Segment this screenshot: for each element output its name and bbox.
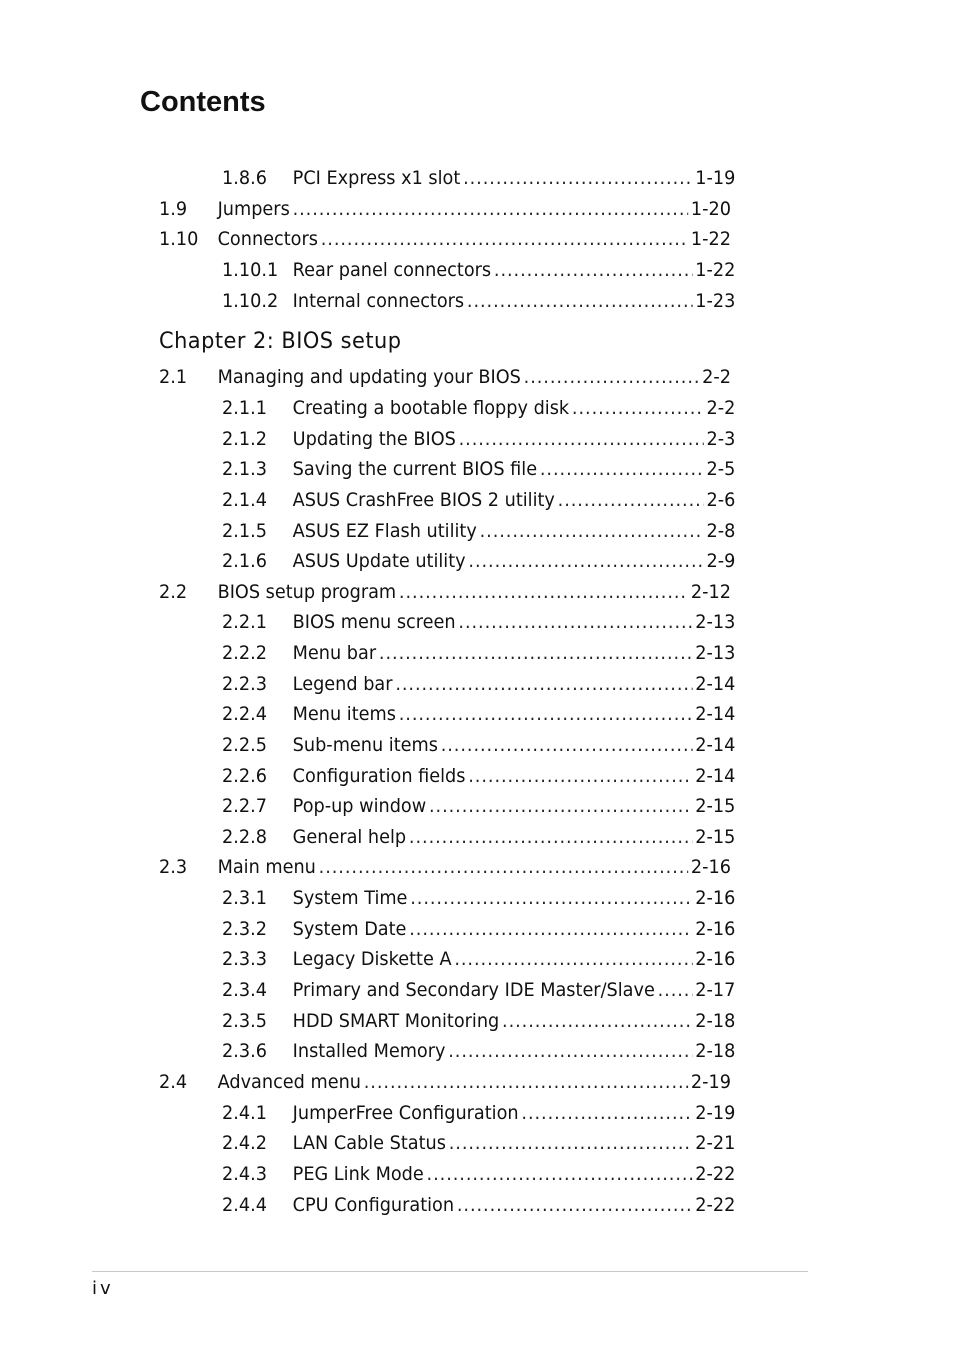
- toc-entry-label: Menu items: [292, 703, 396, 725]
- dot-leader: [319, 852, 688, 882]
- toc-entry-page: 2-3: [706, 428, 736, 450]
- toc-entry[interactable]: [222, 699, 735, 729]
- toc-entry-page: 2-12: [690, 581, 731, 603]
- toc-entry-label: BIOS setup program: [217, 581, 397, 603]
- toc-entry[interactable]: [159, 194, 731, 224]
- toc-entry-page: 2-9: [706, 550, 736, 572]
- toc-entry-label: Rear panel connectors: [292, 259, 492, 281]
- toc-entry-label: Connectors: [217, 228, 318, 250]
- toc-entry-label: Configuration fields: [292, 765, 466, 787]
- toc-entry-label: Updating the BIOS: [292, 428, 456, 450]
- toc-entry-number: 2.4.4: [222, 1194, 267, 1216]
- toc-entry-page: 2-14: [695, 673, 736, 695]
- toc-entry-number: 2.3.5: [222, 1010, 267, 1032]
- toc-entry-label: System Time: [292, 887, 408, 909]
- toc-entry[interactable]: [222, 822, 735, 852]
- toc-entry[interactable]: [222, 791, 735, 821]
- toc-entry[interactable]: [222, 638, 735, 668]
- dot-leader: [410, 883, 692, 913]
- toc-entry-page: 2-14: [695, 765, 736, 787]
- toc-entry-label: Menu bar: [292, 642, 377, 664]
- toc-entry-number: 2.2.1: [222, 611, 267, 633]
- toc-entry[interactable]: [159, 577, 731, 607]
- toc-entry-label: General help: [292, 826, 407, 848]
- toc-entry-label: CPU Configuration: [292, 1194, 455, 1216]
- dot-leader: [448, 1036, 692, 1066]
- toc-entry-page: 2-18: [695, 1010, 736, 1032]
- toc-entry[interactable]: [222, 1159, 735, 1189]
- toc-entry-label: Pop-up window: [292, 795, 427, 817]
- toc-entry[interactable]: [222, 393, 735, 423]
- toc-entry-number: 2.3.4: [222, 979, 267, 1001]
- toc-entry-label: Creating a bootable floppy disk: [292, 397, 570, 419]
- footer-divider: [92, 1271, 808, 1272]
- toc-entry-page: 2-22: [695, 1194, 736, 1216]
- toc-entry[interactable]: [222, 1006, 735, 1036]
- toc-entry[interactable]: [159, 1067, 731, 1097]
- dot-leader: [459, 424, 704, 454]
- toc-entry-number: 2.1.6: [222, 550, 267, 572]
- toc-entry-page: 2-17: [695, 979, 736, 1001]
- toc-entry[interactable]: [222, 255, 735, 285]
- dot-leader: [502, 1006, 692, 1036]
- page-title: Contents: [140, 86, 266, 118]
- dot-leader: [321, 224, 688, 254]
- dot-leader: [293, 194, 688, 224]
- toc-entry-page: 2-8: [706, 520, 736, 542]
- toc-entry-page: 1-19: [695, 167, 736, 189]
- toc-entry-page: 2-21: [695, 1132, 736, 1154]
- toc-entry-page: 2-15: [695, 826, 736, 848]
- dot-leader: [480, 516, 704, 546]
- toc-entry[interactable]: [222, 944, 735, 974]
- toc-entry-number: 2.4.2: [222, 1132, 267, 1154]
- toc-entry-page: 2-14: [695, 703, 736, 725]
- toc-entry-page: 1-22: [695, 259, 736, 281]
- toc-entry-label: PEG Link Mode: [292, 1163, 424, 1185]
- dot-leader: [409, 914, 692, 944]
- dot-leader: [379, 638, 693, 668]
- dot-leader: [457, 1190, 693, 1220]
- dot-leader: [521, 1098, 692, 1128]
- toc-entry[interactable]: [222, 546, 735, 576]
- toc-entry-page: 2-2: [702, 366, 731, 388]
- dot-leader: [558, 485, 704, 515]
- toc-entry-number: 2.1.5: [222, 520, 267, 542]
- toc-entry-label: Legacy Diskette A: [292, 948, 452, 970]
- dot-leader: [449, 1128, 693, 1158]
- toc-entry-number: 2.1.3: [222, 458, 267, 480]
- dot-leader: [467, 286, 693, 316]
- toc-entry-number: 2.1.4: [222, 489, 267, 511]
- toc-entry-label: ASUS CrashFree BIOS 2 utility: [292, 489, 555, 511]
- toc-entry-label: Advanced menu: [217, 1071, 361, 1093]
- dot-leader: [572, 393, 704, 423]
- toc-entry-number: 2.1.2: [222, 428, 267, 450]
- dot-leader: [399, 699, 693, 729]
- dot-leader: [463, 163, 692, 193]
- toc-entry-page: 2-2: [706, 397, 736, 419]
- dot-leader: [494, 255, 693, 285]
- dot-leader: [364, 1067, 688, 1097]
- toc-entry-label: Managing and updating your BIOS: [217, 366, 521, 388]
- toc-entry-number: 2.4.1: [222, 1102, 267, 1124]
- toc-entry-number: 2.3.6: [222, 1040, 267, 1062]
- toc-entry-label: BIOS menu screen: [292, 611, 456, 633]
- dot-leader: [454, 944, 692, 974]
- toc-entry[interactable]: [159, 224, 731, 254]
- dot-leader: [409, 822, 693, 852]
- toc-entry-label: Saving the current BIOS file: [292, 458, 538, 480]
- dot-leader: [395, 669, 692, 699]
- toc-entry-label: ASUS EZ Flash utility: [292, 520, 477, 542]
- toc-entry-number: 2.3.2: [222, 918, 267, 940]
- toc-entry-number: 1.10.1: [222, 259, 279, 281]
- toc-entry[interactable]: [222, 883, 735, 913]
- toc-entry-number: 2.4: [159, 1071, 188, 1093]
- dot-leader: [524, 362, 700, 392]
- toc-entry-label: ASUS Update utility: [292, 550, 466, 572]
- dot-leader: [540, 454, 704, 484]
- toc-entry-number: 2.2.3: [222, 673, 267, 695]
- toc-entry-page: 2-22: [695, 1163, 736, 1185]
- toc-entry-page: 2-19: [690, 1071, 731, 1093]
- toc-entry-number: 2.2.6: [222, 765, 267, 787]
- dot-leader: [441, 730, 693, 760]
- toc-entry-label: LAN Cable Status: [292, 1132, 446, 1154]
- toc-entry[interactable]: [222, 286, 735, 316]
- toc-entry-number: 2.1: [159, 366, 188, 388]
- toc-entry-number: 2.1.1: [222, 397, 267, 419]
- toc-entry-number: 2.3: [159, 856, 188, 878]
- toc-entry[interactable]: [159, 852, 731, 882]
- toc-entry-number: 2.4.3: [222, 1163, 267, 1185]
- toc-entry[interactable]: [222, 761, 735, 791]
- toc-entry-label: PCI Express x1 slot: [292, 167, 461, 189]
- toc-entry-number: 2.2: [159, 581, 188, 603]
- toc-entry-label: Main menu: [217, 856, 316, 878]
- toc-entry[interactable]: [222, 730, 735, 760]
- toc-entry-page: 2-18: [695, 1040, 736, 1062]
- footer-page-number: iv: [92, 1278, 114, 1299]
- toc-entry[interactable]: [222, 163, 735, 193]
- toc-entry-label: Primary and Secondary IDE Master/Slave: [292, 979, 655, 1001]
- toc-entry-page: 2-16: [695, 887, 736, 909]
- dot-leader: [468, 546, 703, 576]
- toc-entry-number: 1.8.6: [222, 167, 267, 189]
- chapter-heading: Chapter 2: BIOS setup: [159, 329, 402, 354]
- toc-entry[interactable]: [222, 516, 735, 546]
- toc-entry-page: 1-20: [690, 198, 731, 220]
- toc-entry[interactable]: [222, 669, 735, 699]
- toc-entry[interactable]: [222, 975, 735, 1005]
- dot-leader: [399, 577, 688, 607]
- dot-leader: [427, 1159, 693, 1189]
- toc-entry-number: 2.2.5: [222, 734, 267, 756]
- toc-entry-label: Jumpers: [217, 198, 290, 220]
- toc-entry-number: 2.2.4: [222, 703, 267, 725]
- toc-entry-page: 2-16: [695, 948, 736, 970]
- dot-leader: [458, 607, 692, 637]
- dot-leader: [468, 761, 692, 791]
- toc-entry-page: 2-16: [695, 918, 736, 940]
- toc-entry-page: 1-23: [695, 290, 736, 312]
- toc-entry-label: JumperFree Configuration: [292, 1102, 519, 1124]
- toc-entry-label: Sub-menu items: [292, 734, 438, 756]
- toc-entry-number: 1.10: [159, 228, 199, 250]
- toc-entry[interactable]: [222, 1098, 735, 1128]
- toc-entry-page: 2-16: [690, 856, 731, 878]
- toc-entry[interactable]: [222, 485, 735, 515]
- toc-entry-number: 2.3.1: [222, 887, 267, 909]
- toc-entry-page: 2-13: [695, 642, 736, 664]
- toc-entry-label: HDD SMART Monitoring: [292, 1010, 500, 1032]
- dot-leader: [658, 975, 693, 1005]
- toc-entry[interactable]: [222, 1036, 735, 1066]
- toc-entry[interactable]: [222, 607, 735, 637]
- toc-entry-number: 2.3.3: [222, 948, 267, 970]
- toc-entry-number: 2.2.7: [222, 795, 267, 817]
- toc-entry[interactable]: [222, 424, 735, 454]
- toc-entry-label: Installed Memory: [292, 1040, 446, 1062]
- toc-entry-number: 1.9: [159, 198, 188, 220]
- dot-leader: [429, 791, 692, 821]
- toc-entry-page: 2-13: [695, 611, 736, 633]
- toc-entry-page: 2-6: [706, 489, 736, 511]
- toc-entry[interactable]: [159, 362, 731, 392]
- toc-entry-page: 2-19: [695, 1102, 736, 1124]
- toc-entry-page: 1-22: [690, 228, 731, 250]
- toc-entry-page: 2-14: [695, 734, 736, 756]
- toc-entry-page: 2-5: [706, 458, 736, 480]
- toc-entry-page: 2-15: [695, 795, 736, 817]
- toc-entry-label: Legend bar: [292, 673, 393, 695]
- toc-entry-number: 2.2.2: [222, 642, 267, 664]
- toc-entry[interactable]: [222, 1190, 735, 1220]
- toc-entry[interactable]: [222, 1128, 735, 1158]
- toc-entry[interactable]: [222, 454, 735, 484]
- toc-entry-label: System Date: [292, 918, 407, 940]
- toc-entry-number: 2.2.8: [222, 826, 267, 848]
- toc-entry-label: Internal connectors: [292, 290, 465, 312]
- toc-entry-number: 1.10.2: [222, 290, 279, 312]
- toc-entry[interactable]: [222, 914, 735, 944]
